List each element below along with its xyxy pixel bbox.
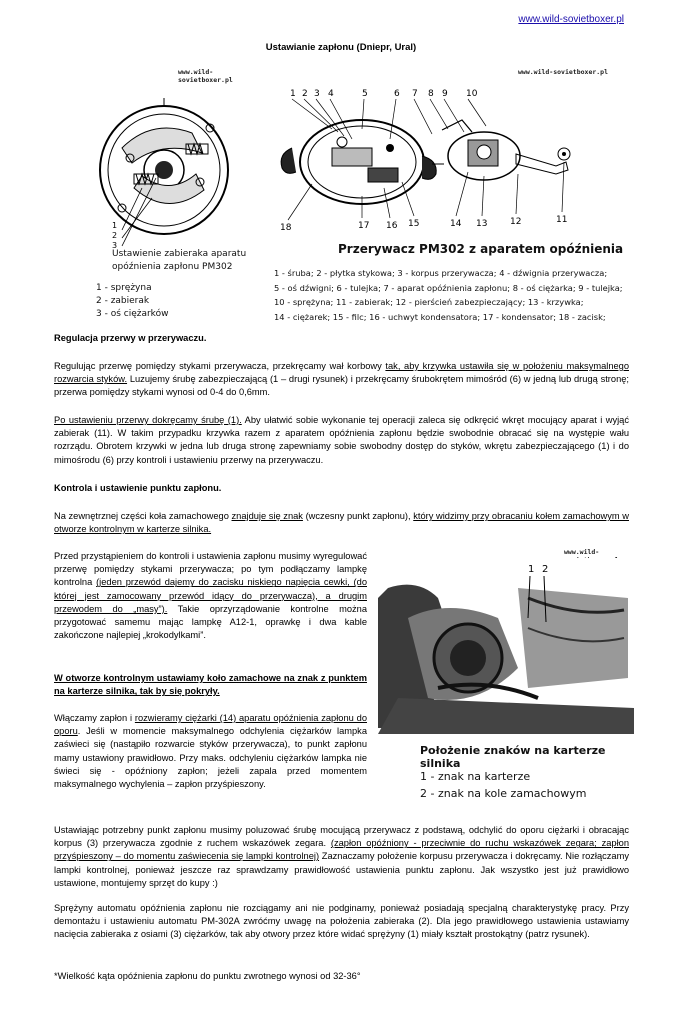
callout-label: 1 — [528, 564, 535, 575]
crankcase-photo — [378, 558, 634, 734]
callout-label: 18 — [280, 223, 292, 233]
figure1-legend-item: 2 - zabierak — [96, 296, 150, 306]
callout-label: 6 — [394, 89, 400, 99]
callout-label: 10 — [466, 89, 478, 99]
underlined-text: znajduje się znak — [231, 511, 303, 521]
callout-label: 1 — [112, 221, 118, 230]
callout-label: 5 — [362, 89, 368, 99]
section2-paragraph-5 — [54, 824, 629, 890]
callout-label: 7 — [412, 89, 418, 99]
figure1-legend-item: 3 - oś ciężarków — [96, 309, 169, 319]
callout-label: 13 — [476, 219, 488, 229]
text-span: Na zewnętrznej części koła zamachowego — [54, 511, 232, 521]
figure1-legend-item: 1 - sprężyna — [96, 283, 152, 293]
callout-label: 2 — [542, 564, 549, 575]
callout-label: 14 — [450, 219, 462, 229]
figure2-legend-line: 14 - ciężarek; 15 - filc; 16 - uchwyt kondensatora; 17 - kondensator; 18 - zacisk; — [274, 311, 606, 322]
underlined-text: Po ustawieniu przerwy dokręcamy śrubę (1). — [54, 415, 242, 425]
figure3-caption-title: Położenie znaków na karterze silnika — [420, 744, 606, 770]
text-span: Aby ułatwić sobie wykonanie tej operacji zaleca się odkręcić wkręt mocujący aparat i wyjąć zabierak (11). W takim przypadku krzywka razem z aparatem opóźnienia zapłonu będzie swobodnie obracać się na występie wału rozrządu. Obrotem krzywki w jedna lub druga stronę zapewniamy sobie swobodny dostęp do styków, wkrętu zabezpieczającego (1) i do mimośrodu (6) przy kontroli i ustawieniu przerwy na przerywaczu. — [54, 415, 629, 465]
section1-heading: Regulacja przerwy w przerywaczu. — [54, 333, 207, 343]
underlined-text: tak, aby krzywka ustawiła się w położeniu maksymalnego rozwarcia styków. — [54, 361, 629, 385]
callout-label: 8 — [428, 89, 434, 99]
figure2-legend-line: 5 - oś dźwigni; 6 - tulejka; 7 - aparat opóźnienia zapłonu; 8 - oś ciężarka; 9 - tulejka; — [274, 282, 623, 293]
callout-label: 2 — [302, 89, 308, 99]
callout-label: 17 — [358, 221, 370, 231]
callout-label: 1 — [290, 89, 296, 99]
text-span: Przed przystąpieniem do kontroli i ustawienia zapłonu musimy wyregulować przerwę pomiędzy stykami przerywacza; po tym podłączamy lampkę kontrolna — [54, 551, 367, 588]
header-link[interactable]: www.wild-sovietboxer.pl — [518, 14, 624, 25]
underlined-text: który widzimy przy obracaniu kołem zamachowym w otworze kontrolnym w karterze silnika. — [54, 511, 629, 535]
callout-label: 9 — [442, 89, 448, 99]
underlined-text: rozwieramy ciężarki (14) aparatu opóźnienia zapłonu do oporu — [54, 713, 367, 737]
figure-crankcase-marks — [378, 544, 634, 806]
figure-pm302-exploded — [272, 66, 632, 328]
footnote: *Wielkość kąta opóźnienia zapłonu do punktu zwrotnego wynosi od 32-36° — [54, 971, 361, 981]
figure1-caption-line1: Ustawienie zabieraka aparatu — [112, 249, 247, 259]
underlined-text: (jeden przewód dajemy do zacisku niskiego napięcia cewki, (do której jest zamocowany przewód idący do przerywacza), a drugim przewodem do „masy”). — [54, 577, 367, 614]
callout-label: 2 — [112, 231, 118, 240]
watermark: www.wild-sovietboxer.pl — [518, 68, 609, 76]
section2-paragraph-6: Sprężyny automatu opóźnienia zapłonu nie rozciągamy ani nie podginamy, ponieważ posiadają specjalną charakterystykę pracy. Przy demontażu i ustawieniu automatu PM-302A zwróćmy uwagę na położenia zabieraka (2). Dla jego prawidłowego ustawienia ustawiamy nacięcia zabieraka z osiami (3) ciężarków, tak aby otwory przez które widać sprężyny (1) miały kształt prostokątny (patrz rysunek). — [54, 903, 629, 940]
underlined-text: (zapłon opóźniony - przeciwnie do ruchu wskazówek zegara; zapłon przyśpieszony – do momentu zaświecenia się lampki kontrolnej) — [54, 838, 629, 862]
figure3-legend-item: 2 - znak na kole zamachowym — [420, 787, 587, 800]
text-span: Takie oprzyrządowanie kontrolne można przygotować samemu mając lampkę A12-1, oprawkę i dwa kable zakończone najlepiej „krokodylkami”. — [54, 603, 367, 641]
text-span: Włączamy zapłon i — [54, 713, 135, 723]
section1-paragraph-1 — [54, 360, 629, 400]
callout-label: 3 — [112, 241, 118, 248]
section2-heading: Kontrola i ustawienie punktu zapłonu. — [54, 483, 222, 493]
section1-paragraph-2 — [54, 414, 629, 467]
callout-label: 11 — [556, 215, 568, 225]
pm302-exploded-drawing — [272, 84, 632, 234]
callout-label: 4 — [328, 89, 334, 99]
section2-paragraph-4 — [54, 712, 367, 791]
text-span: (wczesny punkt zapłonu), — [302, 511, 414, 521]
figure3-legend-item: 1 - znak na karterze — [420, 770, 531, 783]
section2-paragraph-1 — [54, 510, 629, 536]
advance-mechanism-drawing — [92, 78, 262, 248]
text-span: Zaznaczamy położenie korpusu przerywacza i dokręcamy. Nie rozłączamy lampki kontrolnej, ponieważ jeszcze raz sprawdzamy prawidłowość ustawienia punktu zapłonu. Jak wszystko jest już prawidłowo ustawione, montujemy sprzęt do kupy :) — [54, 851, 629, 888]
figure2-legend-line: 10 - sprężyna; 11 - zabierak; 12 - pierścień zabezpieczający; 13 - krzywka; — [274, 297, 584, 308]
figure1-caption-line2: opóźnienia zapłonu PM302 — [112, 262, 233, 272]
figure-advance-mechanism — [92, 64, 262, 324]
callout-label: 3 — [314, 89, 320, 99]
page-title: Ustawianie zapłonu (Dniepr, Ural) — [265, 42, 417, 53]
figure2-legend-line: 1 - śruba; 2 - płytka stykowa; 3 - korpus przerywacza; 4 - dźwignia przerywacza; — [274, 268, 608, 278]
text-span: Regulując przerwę pomiędzy stykami przerywacza, przekręcamy wał korbowy — [54, 361, 386, 371]
callout-label: 15 — [408, 219, 420, 229]
callout-label: 12 — [510, 217, 522, 227]
section2-paragraph-3: W otworze kontrolnym ustawiamy koło zamachowe na znak z punktem na karterze silnika, tak by się pokryły. — [54, 673, 367, 697]
section2-paragraph-2 — [54, 550, 367, 642]
text-span: . Jeśli w momencie maksymalnego odchylenia ciężarków lampka zaświeci się (nastąpiło rozwarcie styków przerywacza), to punkt zapłonu mamy ustawiony prawidłowo. Przy maks. odchyleniu ciężarków lampka nie świeci się - opóźniony zapłon; jeżeli zapala przed momentem maksymalnego wychylenia – zapłon przyśpieszony. — [54, 726, 367, 790]
watermark: www.wild- — [564, 548, 600, 556]
text-span: Ustawiając potrzebny punkt zapłonu musimy poluzować śrubę mocującą przerywacz z podstawą, odchylić do oporu ciężarki i obracając korpus (3) przerywacza zgodnie z ruchem wskazówek zegara. — [54, 825, 629, 849]
figure2-title: Przerywacz PM302 z aparatem opóźnienia — [338, 242, 624, 256]
text-span: Luzujemy śrubę zabezpieczającą (1 – drugi rysunek) i przekręcamy śrubokrętem mimośród (6) w jedną lub drugą stronę; przerwa pomiędzy stykami wynosi od 0-4 do 0,6mm. — [54, 374, 629, 398]
watermark: www.wild-sovietboxer.pl — [178, 68, 233, 84]
callout-label: 16 — [386, 221, 398, 231]
